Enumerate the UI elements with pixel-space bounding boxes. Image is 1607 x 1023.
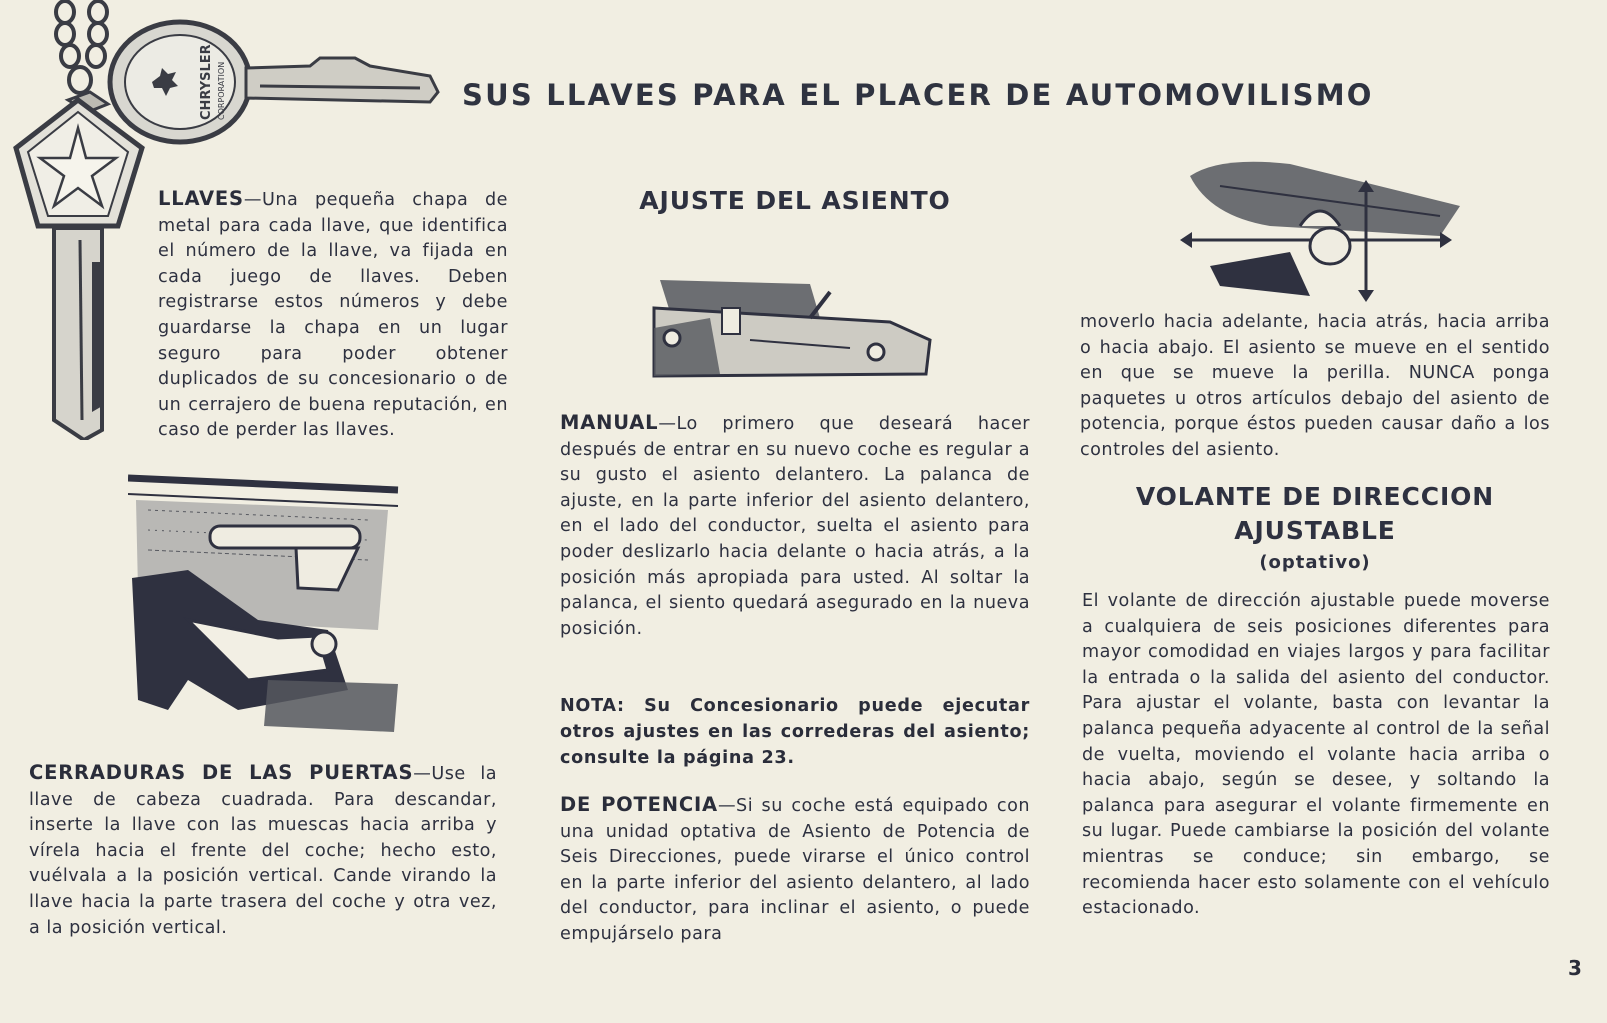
door-lock-illustration xyxy=(128,470,418,740)
manual-paragraph xyxy=(560,410,1030,642)
power-seat-illustration xyxy=(1180,156,1480,306)
volante-title-line1: VOLANTE DE DIRECCION xyxy=(1135,482,1495,511)
nota-paragraph: NOTA: Su Concesionario puede ejecutar otros ajustes en las correderas del asiento; consulte la página 23. xyxy=(560,696,1030,768)
volante-paragraph: El volante de dirección ajustable puede moverse a cualquiera de seis posiciones diferentes para mayor comodidad en viajes largos y para facilitar la entrada o la salida del asiento del conductor. Para ajustar el volante, basta con levantar la palanca pequeña adyacente al control de la señal de vuelta, moviendo el volante hacia arriba o hacia abajo, según se desee, y soltando la palanca para asegurar el volante firmemente en su lugar. Puede cambiarse la posición del volante mientras se conduce; sin embargo, se recomienda hacer esto solamente con el vehículo estacionado. xyxy=(1082,591,1550,919)
llaves-text: —Una pequeña chapa de metal para cada llave, que identifica el número de la llave, va fijada en cada juego de llaves. Deben registrarse estos números y debe guardarse la chapa en un lugar seguro para poder obtener duplicados de su concesionario o de un cerrajero de buena reputación, en caso de perder las llaves. xyxy=(158,190,508,441)
potencia-heading: DE POTENCIA xyxy=(560,793,718,816)
cerraduras-paragraph xyxy=(29,760,497,941)
continuation-paragraph: moverlo hacia adelante, hacia atrás, hacia arriba o hacia abajo. El asiento se mueve en el sentido en que se mueve la perilla. NUNCA ponga paquetes u otros artículos debajo del asiento de potencia, porque éstos pueden causar daño a los controles del asiento. xyxy=(1080,312,1550,460)
page-number: 3 xyxy=(1568,956,1582,980)
llaves-heading: LLAVES xyxy=(158,187,244,210)
ajuste-title: AJUSTE DEL ASIENTO xyxy=(639,186,951,215)
key-logo-text: CHRYSLER xyxy=(199,44,214,120)
cerraduras-text: —Use la llave de cabeza cuadrada. Para descandar, inserte la llave con las muescas hacia arriba y vírela hacia el frente del coche; hecho esto, vuélvala a la posición vertical. Cande virando la llave hacia la parte trasera del coche y otra vez, a la posición vertical. xyxy=(29,764,497,938)
manual-heading: MANUAL xyxy=(560,411,659,434)
potencia-paragraph xyxy=(560,792,1030,948)
llaves-paragraph xyxy=(158,186,508,444)
potencia-text: —Si su coche está equipado con una unidad optativa de Asiento de Potencia de Seis Direcciones, puede virarse el único control en la parte inferior del asiento delantero, al lado del conductor, para inclinar el asiento, o puede empujárselo para xyxy=(560,796,1030,944)
page-title: SUS LLAVES PARA EL PLACER DE AUTOMOVILISMO xyxy=(462,78,1374,112)
volante-title-line2: AJUSTABLE xyxy=(1234,516,1396,545)
volante-subtitle: (optativo) xyxy=(1259,552,1371,573)
cerraduras-heading: CERRADURAS DE LAS PUERTAS xyxy=(29,761,414,784)
manual-seat-illustration xyxy=(650,278,950,388)
manual-text: —Lo primero que deseará hacer después de entrar en su nuevo coche es regular a su gusto el asiento delantero. La palanca de ajuste, en la parte inferior del asiento delantero, en el lado del conductor, suelta el asiento para poder deslizarlo hacia delante o hacia atrás, a la posición más apropiada para usted. Al soltar la palanca, el siento quedará asegurado en la nueva posición. xyxy=(560,414,1030,639)
svg-text:CORPORATION: CORPORATION xyxy=(217,61,226,120)
